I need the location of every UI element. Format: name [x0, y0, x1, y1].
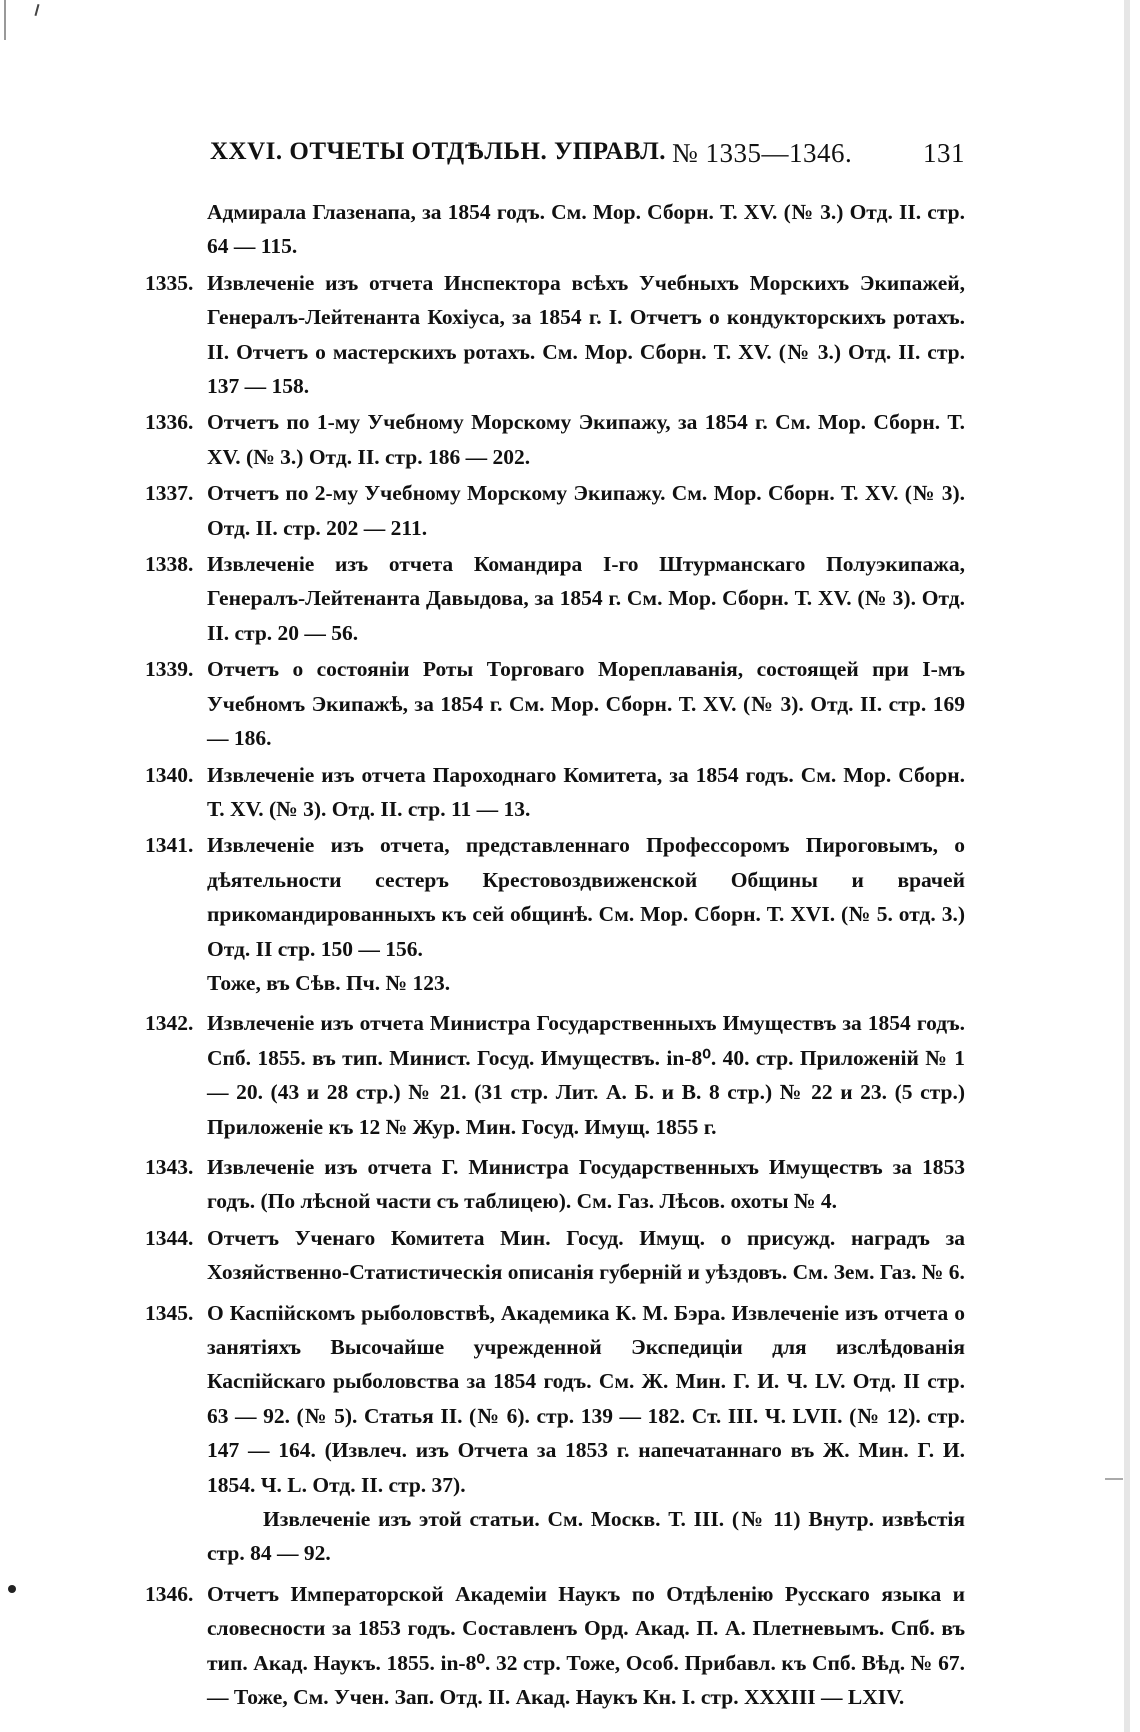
entry-text: Отчетъ по 1-му Учебному Морскому Экипажу, за 1854 г. См. Мор. Сборн. Т. XV. (№ 3.) Отд. II. стр. 186 — 202.	[207, 410, 965, 469]
running-header	[210, 138, 965, 178]
header-range: № 1335—1346.	[672, 138, 853, 168]
scan-edge-mark	[4, 0, 6, 40]
header-title: XXVI. ОТЧЕТЫ ОТДѢЛЬН. УПРАВЛ.	[210, 138, 666, 165]
entry-number: 1342.	[145, 1011, 194, 1036]
entry-1336	[145, 405, 965, 474]
entry-1339	[145, 652, 965, 755]
entry-number: 1343.	[145, 1154, 194, 1179]
entry-1342	[145, 1006, 965, 1144]
scan-tick-mark	[34, 4, 39, 16]
entry-1338	[145, 547, 965, 650]
entry-number: 1345.	[145, 1300, 194, 1325]
entry-number: 1336.	[145, 410, 194, 435]
entry-1344	[145, 1221, 965, 1290]
entry-1340	[145, 758, 965, 827]
entry-text: Отчетъ по 2-му Учебному Морскому Экипажу. См. Мор. Сборн. Т. XV. (№ 3). Отд. II. стр. 202 — 211.	[207, 481, 965, 540]
entry-text: Извлеченіе изъ отчета, представленнаго Профессоромъ Пироговымъ, о дѣятельности сестеръ Крестовоздвиженской Общины и врачей прикомандированныхъ къ сей общинѣ. См. Мор. Сборн. Т. XVI. (№ 5. отд. 3.) Отд. II стр. 150 — 156.	[207, 833, 965, 961]
entry-1346	[145, 1577, 965, 1715]
entry-number: 1344.	[145, 1225, 194, 1250]
entry-text: Извлеченіе изъ отчета Инспектора всѣхъ Учебныхъ Морскихъ Экипажей, Генералъ-Лейтенанта Кохіуса, за 1854 г. I. Отчетъ о кондукторскихъ ротахъ. II. Отчетъ о мастерскихъ ротахъ. См. Мор. Сборн. Т. XV. (№ 3.) Отд. II. стр. 137 — 158.	[207, 270, 965, 399]
entry-text: Отчетъ Ученаго Комитета Мин. Госуд. Имущ. о присужд. наградъ за Хозяйственно-Статистическія описанія губерній и уѣздовъ. См. Зем. Газ. № 6.	[207, 1225, 965, 1285]
entry-1345-note	[207, 1502, 965, 1571]
entry-number: 1340.	[145, 762, 194, 787]
scan-right-edge	[1124, 0, 1130, 1732]
scan-right-mark	[1105, 1478, 1123, 1480]
entry-text: Извлеченіе изъ отчета Г. Министра Государственныхъ Имуществъ за 1853 годъ. (По лѣсной части съ таблицею). См. Газ. Лѣсов. охоты № 4.	[207, 1154, 965, 1214]
entry-text-continued: Тоже, въ Сѣв. Пч. № 123.	[207, 970, 451, 995]
entry-1343	[145, 1150, 965, 1219]
ink-dot	[8, 1585, 16, 1593]
entry-1345	[145, 1296, 965, 1502]
entry-number: 1338.	[145, 552, 194, 577]
entry-number: 1341.	[145, 833, 194, 858]
entry-text: Извлеченіе изъ отчета Командира I-го Штурманскаго Полуэкипажа, Генералъ-Лейтенанта Давыдова, за 1854 г. См. Мор. Сборн. Т. XV. (№ 3). Отд. II. стр. 20 — 56.	[207, 552, 965, 645]
entry-1335	[145, 266, 965, 404]
entry-text: О Каспійскомъ рыболовствѣ, Академика К. М. Бэра. Извлеченіе изъ отчета о занятіяхъ Высочайше учрежденной Экспедиціи для изслѣдованія Каспійскаго рыболовства за 1854 годъ. См. Ж. Мин. Г. И. Ч. LV. Отд. II стр. 63 — 92. (№ 5). Статья II. (№ 6). стр. 139 — 182. Ст. III. Ч. LVII. (№ 12). стр. 147 — 164. (Извлеч. изъ Отчета за 1853 г. напечатаннаго въ Ж. Мин. Г. И. 1854. Ч. L. Отд. II. стр. 37).	[207, 1300, 965, 1497]
entry-number: 1335.	[145, 270, 194, 295]
entry-number: 1346.	[145, 1581, 194, 1606]
entry-text: Извлеченіе изъ отчета Министра Государственныхъ Имуществъ за 1854 годъ. Спб. 1855. въ тип. Минист. Госуд. Имуществъ. in-8⁰. 40. стр. Приложеній № 1 — 20. (43 и 28 стр.) № 21. (31 стр. Лит. А. Б. и В. 8 стр.) № 22 и 23. (5 стр.) Приложеніе къ 12 № Жур. Мин. Госуд. Имущ. 1855 г.	[207, 1011, 965, 1139]
intro-paragraph: Адмирала Глазенапа, за 1854 годъ. См. Мор. Сборн. Т. XV. (№ 3.) Отд. II. стр. 64 — 115.	[207, 200, 965, 259]
entry-1337	[145, 476, 965, 545]
page-number: 131	[923, 138, 965, 168]
entry-text: Отчетъ Императорской Академіи Наукъ по Отдѣленію Русскаго языка и словесности за 1853 годъ. Составленъ Орд. Акад. П. А. Плетневымъ. Спб. въ тип. Акад. Наукъ. 1855. in-8⁰. 32 стр. Тоже, Особ. Прибавл. къ Спб. Вѣд. № 67. — Тоже, См. Учен. Зап. Отд. II. Акад. Наукъ Кн. I. стр. XXXIII — LXIV.	[207, 1581, 965, 1710]
entry-number: 1337.	[145, 481, 194, 506]
entry-number: 1339.	[145, 657, 194, 682]
note-text: Извлеченіе изъ этой статьи. См. Москв. Т. III. (№ 11) Внутр. извѣстія стр. 84 — 92.	[207, 1507, 965, 1566]
entry-1341	[145, 828, 965, 1000]
page-body	[145, 195, 965, 1714]
entry-text: Отчетъ о состояніи Роты Торговаго Мореплаванія, состоящей при I-мъ Учебномъ Экипажѣ, за 1854 г. См. Мор. Сборн. Т. XV. (№ 3). Отд. II. стр. 169 — 186.	[207, 657, 965, 751]
entry-text: Извлеченіе изъ отчета Пароходнаго Комитета, за 1854 годъ. См. Мор. Сборн. Т. XV. (№ 3). Отд. II. стр. 11 — 13.	[207, 762, 965, 821]
